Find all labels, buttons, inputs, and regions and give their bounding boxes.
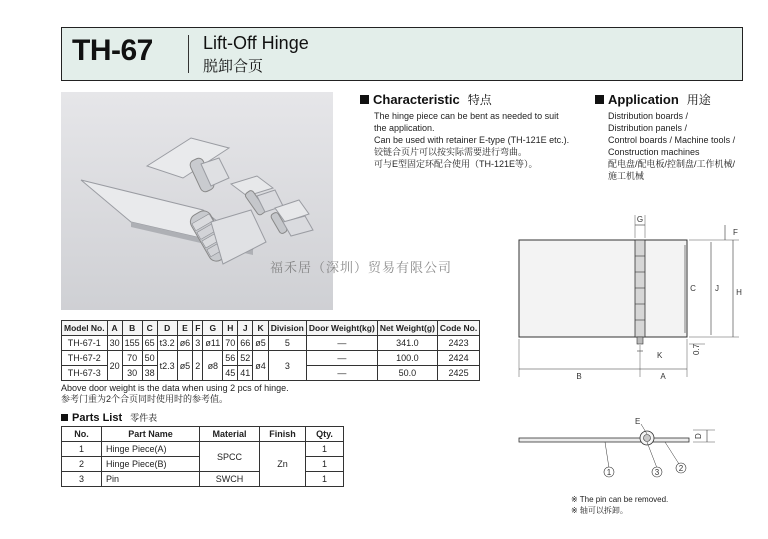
- col-header: K: [253, 321, 269, 336]
- col-header: Code No.: [437, 321, 479, 336]
- characteristic-line: 铰链合页片可以按实际需要进行弯曲。: [374, 147, 528, 157]
- col-header: Material: [200, 427, 260, 442]
- application-title: Application: [608, 92, 679, 107]
- characteristic-heading: [360, 91, 492, 108]
- col-header: Door Weight(kg): [306, 321, 377, 336]
- col-header: Net Weight(g): [377, 321, 437, 336]
- cell-part-no: 1: [62, 442, 102, 457]
- callout-1: 1: [606, 468, 612, 477]
- cell-b: 70: [122, 351, 142, 366]
- application-line: Distribution boards /: [608, 111, 689, 121]
- dim-label-c: C: [690, 284, 696, 293]
- cell-part-no: 2: [62, 457, 102, 472]
- col-header: Model No.: [62, 321, 108, 336]
- characteristic-title: Characteristic: [373, 92, 460, 107]
- col-header: Finish: [260, 427, 306, 442]
- dim-label-h: H: [736, 288, 742, 297]
- col-header: Division: [268, 321, 306, 336]
- characteristic-text: [374, 110, 594, 170]
- cell-door-weight: —: [306, 336, 377, 351]
- parts-header-row: [62, 427, 344, 442]
- application-text: [608, 110, 758, 182]
- parts-table: [61, 426, 344, 487]
- bullet-square-icon: [595, 95, 604, 104]
- callout-2: 2: [678, 464, 684, 473]
- dim-label-d: D: [694, 433, 703, 439]
- cell-division: 3: [268, 351, 306, 381]
- cell-g: ø11: [203, 336, 223, 351]
- dim-label-j: J: [715, 284, 719, 293]
- application-line: Control boards / Machine tools /: [608, 135, 736, 145]
- application-line: Distribution panels /: [608, 123, 688, 133]
- col-header: A: [107, 321, 122, 336]
- header-divider: [188, 35, 189, 73]
- cell-net-weight: 100.0: [377, 351, 437, 366]
- cell-qty: 1: [306, 472, 344, 487]
- cell-c: 65: [142, 336, 157, 351]
- dim-label-g: G: [636, 215, 644, 224]
- product-title-en: Lift-Off Hinge: [203, 33, 309, 53]
- characteristic-title-zh: 特点: [467, 93, 492, 107]
- cell-k: ø4: [253, 351, 269, 381]
- watermark-text: 福禾居（深圳）贸易有限公司: [270, 260, 453, 275]
- dim-label-a: A: [660, 372, 666, 381]
- dim-label-e: E: [635, 417, 641, 426]
- dim-label-f: F: [733, 228, 738, 237]
- cell-a: 20: [107, 351, 122, 381]
- application-heading: [595, 91, 711, 108]
- application-line: 配电盘/配电板/控制盘/工作机械/: [608, 159, 736, 169]
- cell-finish: Zn: [260, 442, 306, 487]
- col-header: Part Name: [102, 427, 200, 442]
- col-header: No.: [62, 427, 102, 442]
- parts-list-title-zh: 零件表: [130, 413, 158, 423]
- parts-list-heading: [61, 411, 157, 424]
- cell-e: ø6: [177, 336, 193, 351]
- col-header: B: [122, 321, 142, 336]
- col-header: D: [157, 321, 177, 336]
- cell-c: 38: [142, 366, 157, 381]
- pin-removable-note: [571, 494, 668, 516]
- dim-label-k: K: [657, 351, 663, 360]
- cell-code: 2423: [437, 336, 479, 351]
- parts-list-title: Parts List: [72, 412, 123, 424]
- cell-model: TH-67-2: [62, 351, 108, 366]
- cell-d: t3.2: [157, 336, 177, 351]
- model-code: TH-67: [72, 34, 153, 67]
- cell-part-no: 3: [62, 472, 102, 487]
- characteristic-line: The hinge piece can be bent as needed to suit: [374, 111, 559, 121]
- application-title-zh: 用途: [686, 93, 711, 107]
- cell-e: ø5: [177, 351, 193, 381]
- cell-f: 3: [193, 336, 203, 351]
- characteristic-line: 可与E型固定环配合使用（TH-121E等）。: [374, 159, 538, 169]
- cell-c: 50: [142, 351, 157, 366]
- cell-material: SPCC: [200, 442, 260, 472]
- col-header: Qty.: [306, 427, 344, 442]
- col-header: J: [238, 321, 253, 336]
- table-row: [62, 336, 480, 351]
- cell-part-name: Pin: [102, 472, 200, 487]
- door-weight-note-en: Above door weight is the data when using 2 pcs of hinge.: [61, 383, 289, 393]
- application-line: Construction machines: [608, 147, 700, 157]
- cell-code: 2424: [437, 351, 479, 366]
- cell-door-weight: —: [306, 351, 377, 366]
- cell-a: 30: [107, 336, 122, 351]
- dim-label-b: B: [576, 372, 582, 381]
- cell-d: t2.3: [157, 351, 177, 381]
- product-photo: [61, 92, 333, 310]
- col-header: G: [203, 321, 223, 336]
- cell-qty: 1: [306, 442, 344, 457]
- characteristic-line: Can be used with retainer E-type (TH-121E etc.).: [374, 135, 570, 145]
- col-header: F: [193, 321, 203, 336]
- cell-j: 66: [238, 336, 253, 351]
- table-row: [62, 442, 344, 457]
- cell-b: 155: [122, 336, 142, 351]
- cell-j: 52: [238, 351, 253, 366]
- cell-division: 5: [268, 336, 306, 351]
- cell-g: ø8: [203, 351, 223, 381]
- cell-model: TH-67-3: [62, 366, 108, 381]
- door-weight-note-zh: 参考门重为2个合页同时使用时的参考值。: [61, 394, 229, 404]
- cell-net-weight: 341.0: [377, 336, 437, 351]
- cell-b: 30: [122, 366, 142, 381]
- cell-f: 2: [193, 351, 203, 381]
- cell-part-name: Hinge Piece(B): [102, 457, 200, 472]
- spec-table: [61, 320, 480, 381]
- side-view-drawing: [505, 410, 755, 490]
- bullet-square-icon: [61, 414, 68, 421]
- product-title-zh: 脱卸合页: [203, 58, 264, 75]
- cell-h: 70: [223, 336, 238, 351]
- hinge-photo-illustration: [61, 92, 333, 310]
- cell-h: 56: [223, 351, 238, 366]
- cell-model: TH-67-1: [62, 336, 108, 351]
- footnote-zh: ※ 轴可以拆卸。: [571, 506, 628, 515]
- door-weight-note: [61, 383, 289, 405]
- cell-code: 2425: [437, 366, 479, 381]
- cell-j: 41: [238, 366, 253, 381]
- footnote-en: ※ The pin can be removed.: [571, 495, 669, 504]
- bullet-square-icon: [360, 95, 369, 104]
- characteristic-line: the application.: [374, 123, 435, 133]
- table-row: [62, 351, 480, 366]
- callout-3: 3: [654, 468, 660, 477]
- spec-table-header-row: [62, 321, 480, 336]
- application-line: 施工机械: [608, 171, 645, 181]
- col-header: C: [142, 321, 157, 336]
- cell-h: 45: [223, 366, 238, 381]
- col-header: E: [177, 321, 193, 336]
- front-view-drawing: [505, 205, 755, 385]
- dim-label-offset: 0.7: [692, 343, 701, 355]
- cell-k: ø5: [253, 336, 269, 351]
- cell-material: SWCH: [200, 472, 260, 487]
- cell-net-weight: 50.0: [377, 366, 437, 381]
- col-header: H: [223, 321, 238, 336]
- cell-part-name: Hinge Piece(A): [102, 442, 200, 457]
- header-banner: [61, 27, 743, 81]
- cell-door-weight: —: [306, 366, 377, 381]
- cell-qty: 1: [306, 457, 344, 472]
